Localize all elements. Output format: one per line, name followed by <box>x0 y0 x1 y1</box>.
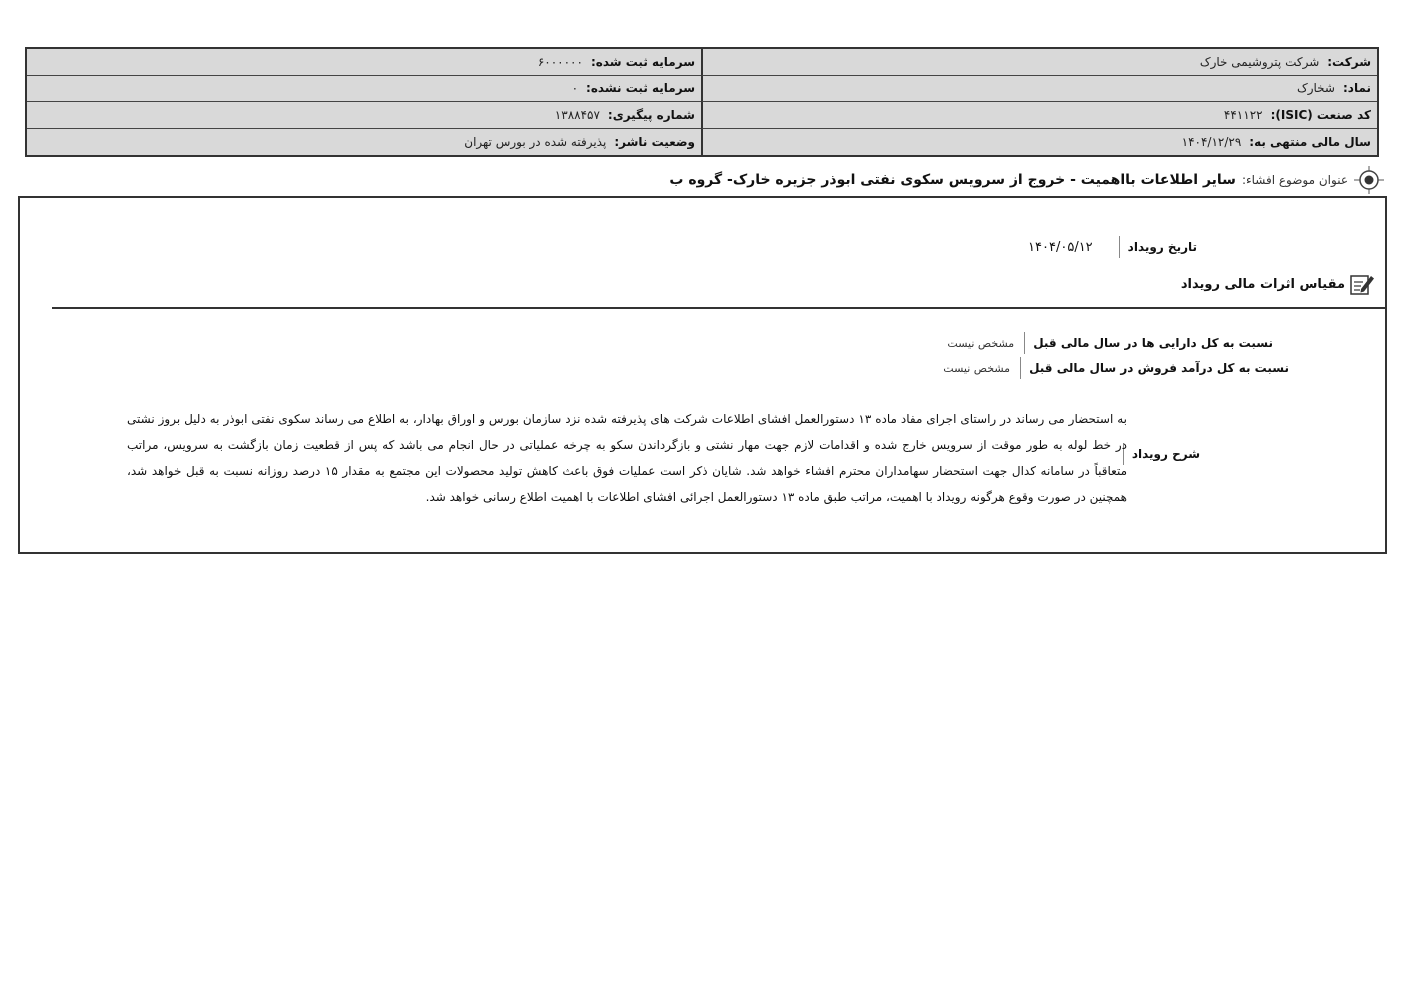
financial-impact-title: مقیاس اثرات مالی رویداد <box>1180 276 1345 292</box>
symbol-label: نماد: <box>1342 81 1371 96</box>
fiscal-year-label: سال مالی منتهی به: <box>1249 134 1371 149</box>
publisher-status-value: پذیرفته شده در بورس تهران <box>464 134 607 149</box>
registered-capital-value: ۶۰۰۰۰۰۰ <box>537 54 583 69</box>
assets-ratio-value: مشخص نیست <box>947 336 1015 350</box>
symbol-value: شخارک <box>1296 81 1335 96</box>
event-date-value: ۱۴۰۴/۰۵/۱۲ <box>1028 239 1093 255</box>
unregistered-capital-cell <box>27 76 701 103</box>
company-value: شرکت پتروشیمی خارک <box>1199 54 1320 69</box>
subject-title: سایر اطلاعات بااهمیت - خروج از سرویس سکوی نفتی ابوذر جزیره خارک- گروه ب <box>669 172 1236 188</box>
revenue-ratio-value: مشخص نیست <box>943 361 1011 375</box>
revenue-ratio-label: نسبت به کل درآمد فروش در سال مالی قبل <box>1020 357 1289 379</box>
fiscal-year-cell <box>701 129 1377 156</box>
unregistered-capital-value: ۰ <box>571 81 579 96</box>
tracking-number-cell <box>27 102 701 129</box>
financial-impact-heading <box>1181 272 1375 296</box>
tracking-number-value: ۱۳۸۸۴۵۷ <box>554 107 600 122</box>
event-details-panel <box>18 196 1387 554</box>
assets-ratio-label: نسبت به کل دارایی ها در سال مالی قبل <box>1024 332 1273 354</box>
isic-label: کد صنعت (ISIC): <box>1270 107 1371 122</box>
event-description-label: شرح رویداد <box>1123 443 1200 465</box>
section-divider <box>52 307 1385 309</box>
company-label: شرکت: <box>1327 54 1371 69</box>
publisher-status-cell <box>27 129 701 156</box>
event-description-text: به استحضار می رساند در راستای اجرای مفاد ماده ۱۳ دستورالعمل افشای اطلاعات شرکت های پذیرفته شده نزد سازمان بورس و اوراق بهادار، به اطلاع می رساند سکوی نفتی ابوذر به دلیل بروز نشتی در خط لوله به طور موقت از سرویس خارج شده و اقدامات لازم جهت مهار نشتی و بازگرداندن سکو به چرخه عملیاتی در حال انجام می باشد که پس از قطعیت زمان بازگشت به سرویس، مراتب متعاقباً در سامانه کدال جهت استحضار سهامداران محترم افشاء خواهد شد. شایان ذکر است عملیات فوق باعث کاهش تولید محصولات این مجتمع به مقدار ۱۵ درصد روزانه نسبت به قبل خواهد شد، همچنین در صورت وقوع هرگونه رویداد با اهمیت، مراتب طبق ماده ۱۳ دستورالعمل اجرائی افشای اطلاعات با اهمیت اطلاع رسانی خواهد شد. <box>127 412 1127 504</box>
company-info-table <box>25 47 1379 157</box>
tracking-number-label: شماره پیگیری: <box>607 107 695 122</box>
registered-capital-cell <box>27 49 701 76</box>
symbol-cell <box>701 76 1377 103</box>
unregistered-capital-label: سرمایه ثبت نشده: <box>586 81 695 96</box>
event-date-row <box>1028 236 1197 258</box>
edit-note-icon <box>1349 272 1375 296</box>
disclosure-subject <box>669 166 1384 194</box>
isic-cell <box>701 102 1377 129</box>
isic-value: ۴۴۱۱۲۲ <box>1223 107 1263 122</box>
fiscal-year-value: ۱۴۰۴/۱۲/۲۹ <box>1181 134 1242 149</box>
event-date-label: تاریخ رویداد <box>1119 236 1197 258</box>
subject-label: عنوان موضوع افشاء: <box>1241 173 1348 187</box>
revenue-ratio-row <box>943 357 1289 379</box>
company-cell <box>701 49 1377 76</box>
registered-capital-label: سرمایه ثبت شده: <box>590 54 695 69</box>
assets-ratio-row <box>947 332 1273 354</box>
publisher-status-label: وضعیت ناشر: <box>614 134 695 149</box>
target-icon <box>1354 166 1384 194</box>
